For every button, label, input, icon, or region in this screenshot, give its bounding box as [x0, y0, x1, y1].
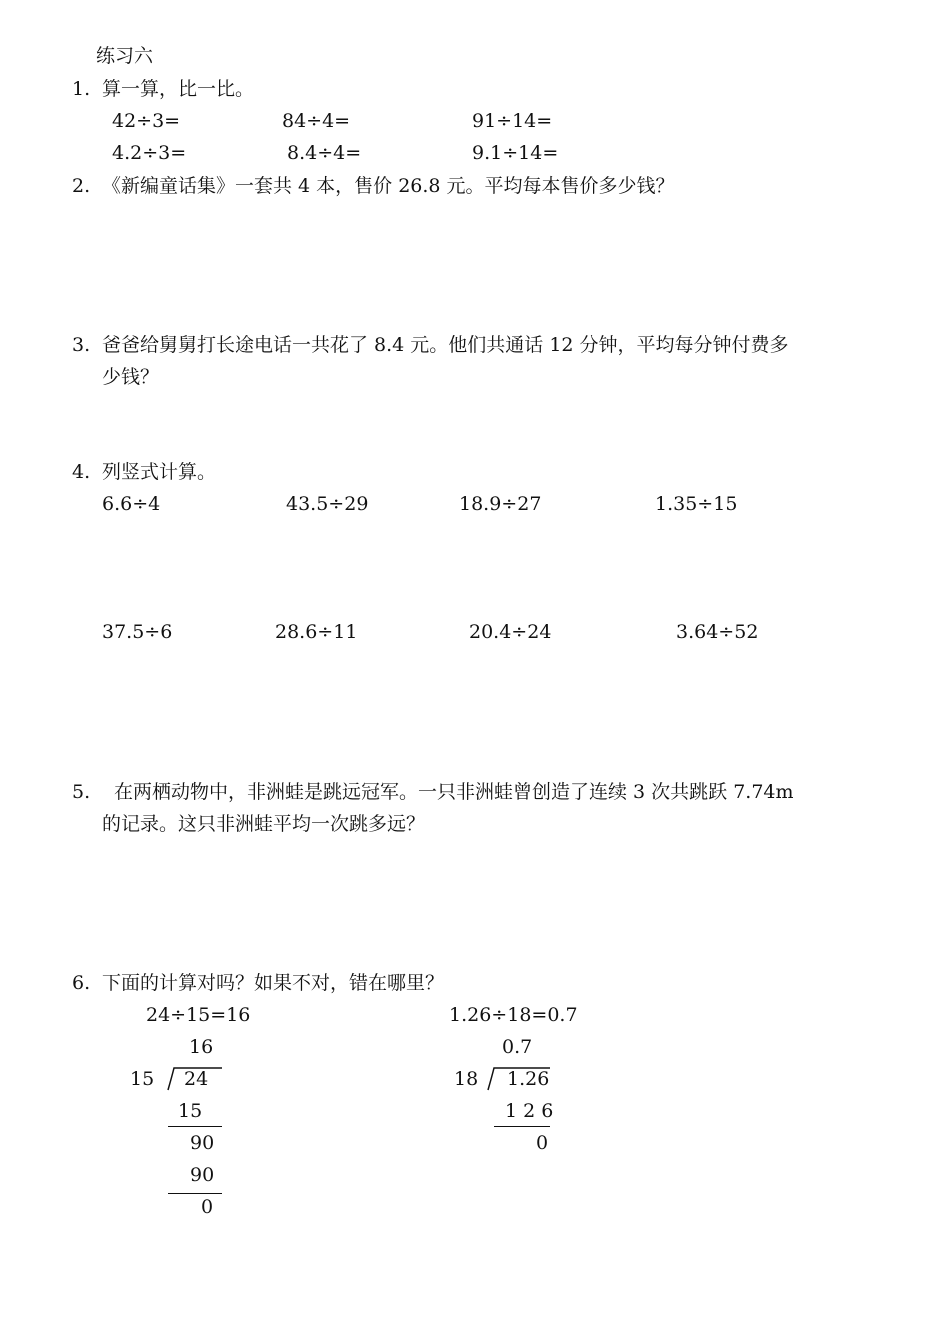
- q5-prompt-line1: 在两栖动物中，非洲蛙是跳远冠军。一只非洲蛙曾创造了连续 3 次共跳跃 7.74m: [114, 781, 794, 803]
- q1-number: 1.: [72, 78, 91, 100]
- q6-left-rule: [168, 1126, 222, 1127]
- q6-left-quotient: 16: [189, 1036, 214, 1058]
- q1-expr: 84÷4=: [282, 110, 351, 132]
- q6-right-dividend: 1.26: [507, 1068, 550, 1090]
- q6-number: 6.: [72, 972, 91, 994]
- q1-expr: 9.1÷14=: [472, 142, 559, 164]
- q6-left-equation: 24÷15=16: [146, 1004, 251, 1026]
- q3-prompt-line1: 爸爸给舅舅打长途电话一共花了 8.4 元。他们共通话 12 分钟，平均每分钟付费多: [102, 334, 789, 356]
- q4-expr: 1.35÷15: [655, 493, 738, 515]
- q6-left-rule: [168, 1193, 222, 1194]
- q6-left-step: 90: [190, 1164, 215, 1186]
- q5-number: 5.: [72, 781, 91, 803]
- q6-right-remainder: 0: [536, 1132, 549, 1154]
- q4-expr: 37.5÷6: [102, 621, 173, 643]
- q1-expr: 4.2÷3=: [112, 142, 187, 164]
- q4-expr: 3.64÷52: [676, 621, 759, 643]
- q2-number: 2.: [72, 175, 91, 197]
- q1-expr: 8.4÷4=: [287, 142, 362, 164]
- q4-prompt: 列竖式计算。: [102, 461, 217, 483]
- q1-prompt: 算一算，比一比。: [102, 78, 255, 100]
- q6-right-quotient: 0.7: [502, 1036, 533, 1058]
- q5-prompt-line2: 的记录。这只非洲蛙平均一次跳多远？: [102, 813, 426, 835]
- q6-right-step: 1 2 6: [505, 1100, 554, 1122]
- q4-expr: 43.5÷29: [286, 493, 369, 515]
- q6-left-divisor: 15: [130, 1068, 155, 1090]
- q6-right-equation: 1.26÷18=0.7: [449, 1004, 578, 1026]
- q4-number: 4.: [72, 461, 91, 483]
- q4-expr: 18.9÷27: [459, 493, 542, 515]
- q6-left-remainder: 0: [201, 1196, 214, 1218]
- q3-number: 3.: [72, 334, 91, 356]
- q1-expr: 42÷3=: [112, 110, 181, 132]
- q4-expr: 6.6÷4: [102, 493, 161, 515]
- q1-expr: 91÷14=: [472, 110, 553, 132]
- q2-prompt: 《新编童话集》一套共 4 本，售价 26.8 元。平均每本售价多少钱？: [102, 175, 675, 197]
- q6-left-step: 15: [178, 1100, 203, 1122]
- q6-right-rule: [494, 1126, 550, 1127]
- q3-prompt-line2: 少钱？: [102, 366, 160, 388]
- q6-left-dividend: 24: [184, 1068, 209, 1090]
- page-title: 练习六: [96, 45, 154, 67]
- q6-left-step: 90: [190, 1132, 215, 1154]
- q4-expr: 28.6÷11: [275, 621, 358, 643]
- q6-prompt: 下面的计算对吗？如果不对，错在哪里？: [102, 972, 445, 994]
- q4-expr: 20.4÷24: [469, 621, 552, 643]
- q6-right-divisor: 18: [454, 1068, 479, 1090]
